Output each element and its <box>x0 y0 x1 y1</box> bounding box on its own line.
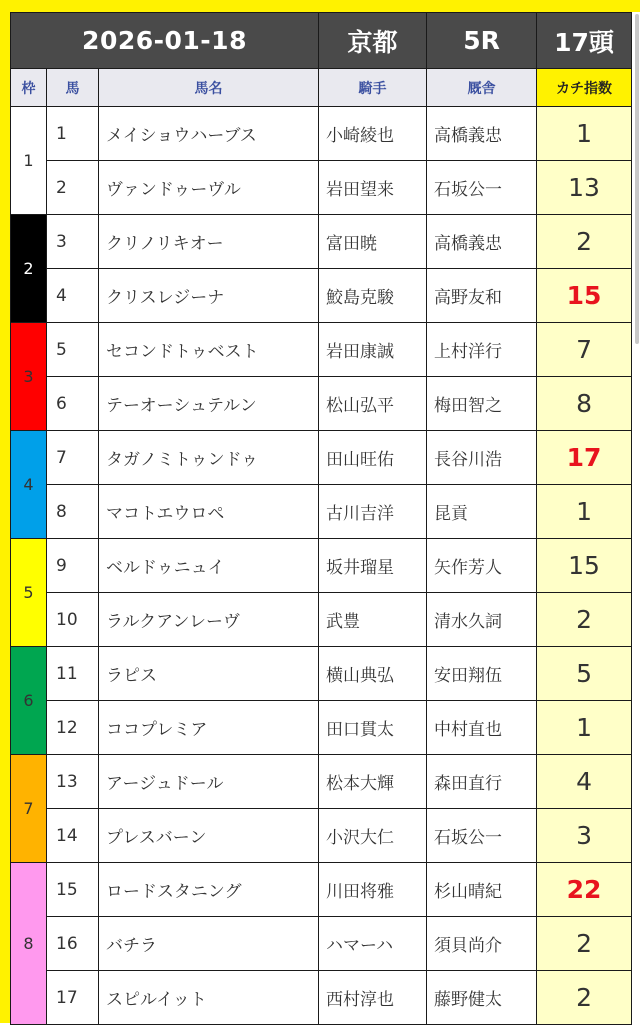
jockey-name: 富田暁 <box>319 215 427 269</box>
runner-count: 17頭 <box>537 13 632 69</box>
horse-row[interactable] <box>11 161 632 215</box>
horse-row[interactable] <box>11 647 632 701</box>
trainer-name: 中村直也 <box>427 701 537 755</box>
kachi-index-value: 1 <box>537 107 632 161</box>
col-kachi-index: カチ指数 <box>537 69 632 107</box>
col-horse-name: 馬名 <box>99 69 319 107</box>
jockey-name: 古川吉洋 <box>319 485 427 539</box>
horse-row[interactable] <box>11 377 632 431</box>
trainer-name: 森田直行 <box>427 755 537 809</box>
horse-name: クリノリキオー <box>99 215 319 269</box>
horse-number: 9 <box>47 539 99 593</box>
jockey-name: 武豊 <box>319 593 427 647</box>
left-accent-bar <box>0 0 10 1023</box>
trainer-name: 藤野健太 <box>427 971 537 1025</box>
jockey-name: ハマーハ <box>319 917 427 971</box>
horse-row[interactable] <box>11 755 632 809</box>
horse-row[interactable] <box>11 215 632 269</box>
horse-name: ベルドゥニュイ <box>99 539 319 593</box>
horse-number: 2 <box>47 161 99 215</box>
trainer-name: 長谷川浩 <box>427 431 537 485</box>
frame-cell: 7 <box>11 755 47 863</box>
kachi-index-value: 5 <box>537 647 632 701</box>
jockey-name: 松本大輝 <box>319 755 427 809</box>
race-number: 5R <box>427 13 537 69</box>
trainer-name: 上村洋行 <box>427 323 537 377</box>
col-jockey: 騎手 <box>319 69 427 107</box>
kachi-index-value: 1 <box>537 485 632 539</box>
col-frame: 枠 <box>11 69 47 107</box>
col-horse-number: 馬 <box>47 69 99 107</box>
horse-number: 11 <box>47 647 99 701</box>
jockey-name: 松山弘平 <box>319 377 427 431</box>
horse-number: 5 <box>47 323 99 377</box>
trainer-name: 高野友和 <box>427 269 537 323</box>
jockey-name: 岩田康誠 <box>319 323 427 377</box>
horse-name: ラピス <box>99 647 319 701</box>
kachi-index-value: 3 <box>537 809 632 863</box>
horse-name: ヴァンドゥーヴル <box>99 161 319 215</box>
horse-row[interactable] <box>11 431 632 485</box>
horse-row[interactable] <box>11 863 632 917</box>
kachi-index-value: 1 <box>537 701 632 755</box>
frame-cell: 2 <box>11 215 47 323</box>
horse-number: 16 <box>47 917 99 971</box>
horse-name: タガノミトゥンドゥ <box>99 431 319 485</box>
horse-name: バチラ <box>99 917 319 971</box>
horse-number: 10 <box>47 593 99 647</box>
frame-cell: 8 <box>11 863 47 1025</box>
kachi-index-value: 2 <box>537 917 632 971</box>
jockey-name: 小崎綾也 <box>319 107 427 161</box>
top-accent-bar <box>0 0 640 12</box>
race-venue: 京都 <box>319 13 427 69</box>
trainer-name: 石坂公一 <box>427 161 537 215</box>
trainer-name: 昆貢 <box>427 485 537 539</box>
jockey-name: 横山典弘 <box>319 647 427 701</box>
jockey-name: 田口貫太 <box>319 701 427 755</box>
horse-row[interactable] <box>11 917 632 971</box>
frame-cell: 6 <box>11 647 47 755</box>
scrollbar[interactable] <box>635 14 639 344</box>
trainer-name: 矢作芳人 <box>427 539 537 593</box>
trainer-name: 高橋義忠 <box>427 215 537 269</box>
horse-number: 12 <box>47 701 99 755</box>
trainer-name: 清水久詞 <box>427 593 537 647</box>
trainer-name: 高橋義忠 <box>427 107 537 161</box>
horse-row[interactable] <box>11 971 632 1025</box>
horse-name: アージュドール <box>99 755 319 809</box>
frame-cell: 4 <box>11 431 47 539</box>
horse-number: 6 <box>47 377 99 431</box>
kachi-index-value: 22 <box>537 863 632 917</box>
frame-cell: 5 <box>11 539 47 647</box>
horse-row[interactable] <box>11 107 632 161</box>
horse-row[interactable] <box>11 701 632 755</box>
horse-number: 14 <box>47 809 99 863</box>
horse-row[interactable] <box>11 323 632 377</box>
horse-number: 4 <box>47 269 99 323</box>
horse-name: ロードスタニング <box>99 863 319 917</box>
horse-row[interactable] <box>11 539 632 593</box>
kachi-index-value: 15 <box>537 539 632 593</box>
jockey-name: 鮫島克駿 <box>319 269 427 323</box>
horse-row[interactable] <box>11 809 632 863</box>
kachi-index-value: 15 <box>537 269 632 323</box>
kachi-index-value: 2 <box>537 215 632 269</box>
horse-row[interactable] <box>11 593 632 647</box>
race-header <box>11 13 632 69</box>
horse-number: 1 <box>47 107 99 161</box>
kachi-index-value: 17 <box>537 431 632 485</box>
col-trainer: 厩舎 <box>427 69 537 107</box>
horse-name: プレスバーン <box>99 809 319 863</box>
horse-number: 15 <box>47 863 99 917</box>
trainer-name: 梅田智之 <box>427 377 537 431</box>
horse-name: ラルクアンレーヴ <box>99 593 319 647</box>
horse-number: 7 <box>47 431 99 485</box>
kachi-index-value: 2 <box>537 971 632 1025</box>
kachi-index-value: 13 <box>537 161 632 215</box>
trainer-name: 安田翔伍 <box>427 647 537 701</box>
horse-name: スピルイット <box>99 971 319 1025</box>
kachi-index-value: 2 <box>537 593 632 647</box>
race-date: 2026-01-18 <box>11 13 319 69</box>
kachi-index-value: 4 <box>537 755 632 809</box>
horse-name: クリスレジーナ <box>99 269 319 323</box>
horse-name: マコトエウロペ <box>99 485 319 539</box>
frame-cell: 1 <box>11 107 47 215</box>
horse-number: 17 <box>47 971 99 1025</box>
horse-name: セコンドトゥベスト <box>99 323 319 377</box>
trainer-name: 須貝尚介 <box>427 917 537 971</box>
race-table <box>10 12 632 1025</box>
frame-cell: 3 <box>11 323 47 431</box>
kachi-index-value: 7 <box>537 323 632 377</box>
horse-name: ココプレミア <box>99 701 319 755</box>
jockey-name: 西村淳也 <box>319 971 427 1025</box>
kachi-index-value: 8 <box>537 377 632 431</box>
horse-name: メイショウハーブス <box>99 107 319 161</box>
horse-row[interactable] <box>11 485 632 539</box>
jockey-name: 小沢大仁 <box>319 809 427 863</box>
jockey-name: 田山旺佑 <box>319 431 427 485</box>
trainer-name: 杉山晴紀 <box>427 863 537 917</box>
jockey-name: 岩田望来 <box>319 161 427 215</box>
column-header-row <box>11 69 632 107</box>
horse-number: 3 <box>47 215 99 269</box>
horse-number: 8 <box>47 485 99 539</box>
horse-row[interactable] <box>11 269 632 323</box>
trainer-name: 石坂公一 <box>427 809 537 863</box>
jockey-name: 川田将雅 <box>319 863 427 917</box>
horse-number: 13 <box>47 755 99 809</box>
jockey-name: 坂井瑠星 <box>319 539 427 593</box>
horse-name: テーオーシュテルン <box>99 377 319 431</box>
